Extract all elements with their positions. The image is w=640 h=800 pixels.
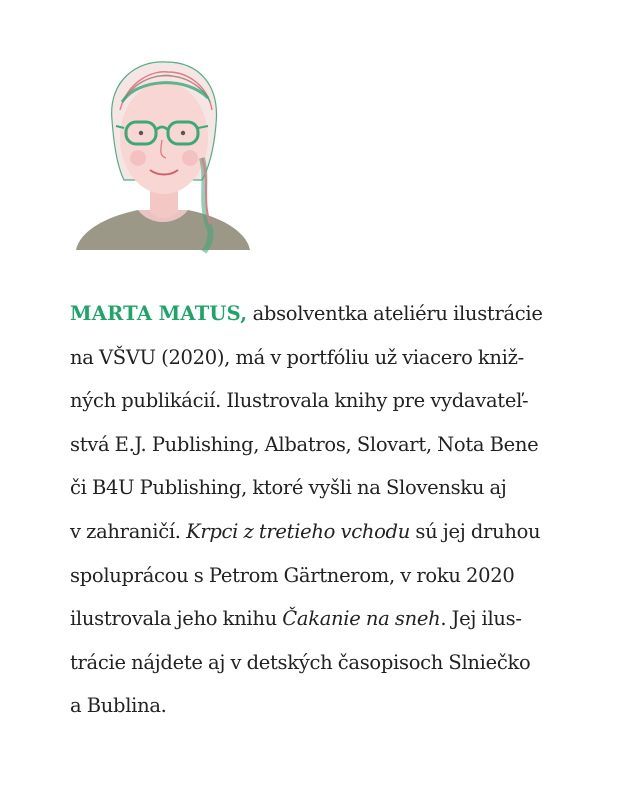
bio-text: v zahraničí. — [70, 519, 187, 543]
bio-line-3: ných publikácií. Ilustrovala knihy pre vydavateľ- — [70, 389, 529, 413]
bio-line-2: na VŠVU (2020), má v portfóliu už viacero kniž- — [70, 345, 524, 369]
book-title: Čakanie na sneh — [282, 607, 441, 631]
bio-line-8 — [70, 597, 580, 641]
author-name: MARTA MATUS, — [70, 302, 248, 325]
bio-text: absolventka ateliéru ilustrácie — [247, 302, 543, 325]
bio-text: ilustrovala jeho knihu — [70, 607, 283, 631]
bio-line-7: spoluprácou s Petrom Gärtnerom, v roku 2020 — [70, 563, 515, 587]
bio-line-5: či B4U Publishing, ktoré vyšli na Slovensku aj — [70, 476, 507, 500]
author-portrait-illustration — [68, 40, 258, 260]
bio-line-9: trácie nájdete aj v detských časopisoch Slniečko — [70, 650, 531, 674]
bio-line-1 — [70, 292, 580, 336]
bio-line-10: a Bublina. — [70, 694, 167, 718]
bio-line-6 — [70, 510, 580, 554]
bio-text: . Jej ilus- — [440, 607, 522, 631]
bio-line-4: stvá E.J. Publishing, Albatros, Slovart, Nota Bene — [70, 432, 539, 456]
author-bio — [70, 292, 580, 728]
book-title: Krpci z tretieho vchodu — [186, 519, 410, 543]
bio-text: sú jej druhou — [409, 519, 541, 543]
